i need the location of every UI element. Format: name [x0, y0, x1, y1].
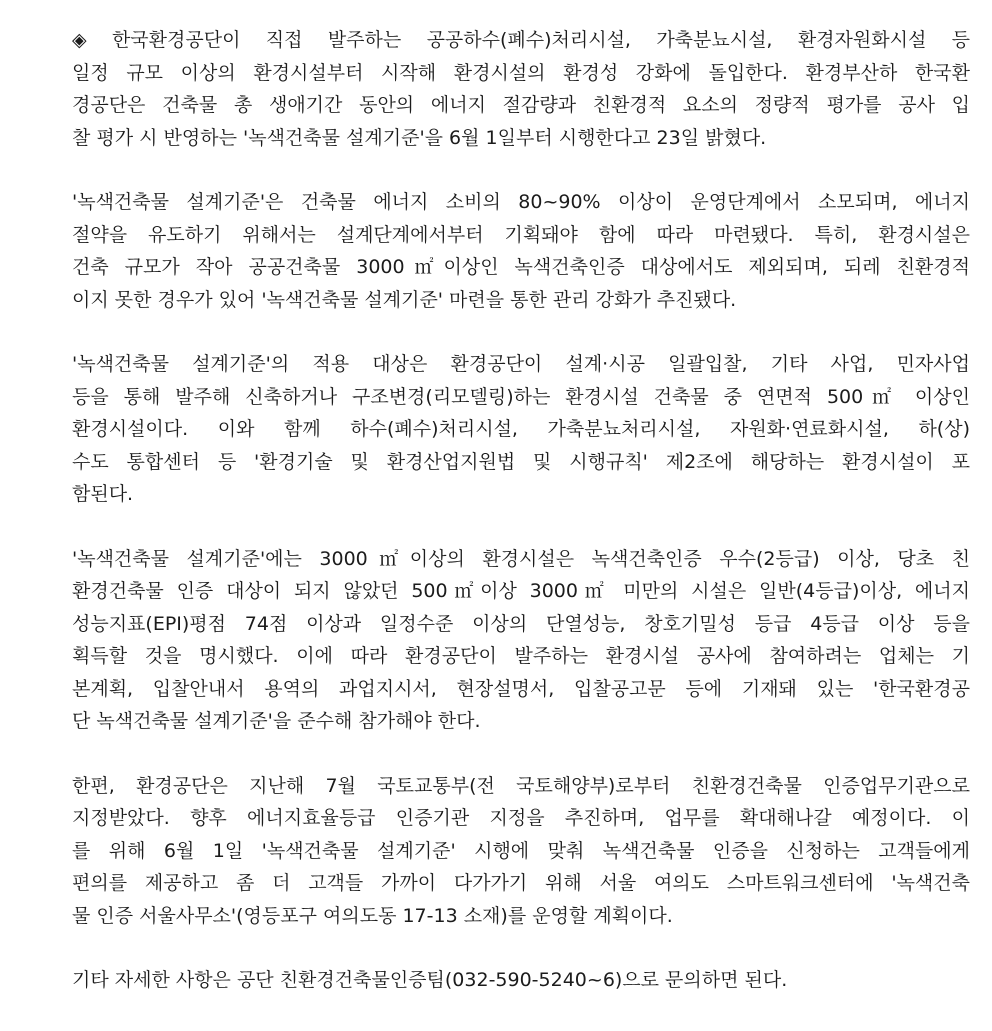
text-line: 함된다. [72, 483, 134, 505]
press-release-body [72, 24, 970, 1029]
text-line: 환경시설이다. 이와 함께 하수(폐수)처리시설, 가축분뇨처리시설, 자원화·연료화시설, 하(상) [72, 418, 970, 440]
text-line: 일정 규모 이상의 환경시설부터 시작해 환경시설의 환경성 강화에 돌입한다. 환경부산하 한국환 [72, 61, 970, 84]
text-line: ◈ 한국환경공단이 직접 발주하는 공공하수(폐수)처리시설, 가축분뇨시설, 환경자원화시설 등 [72, 29, 970, 51]
text-line: 건축 규모가 작아 공공건축물 3000㎡이상인 녹색건축인증 대상에서도 제외되며, 되레 친환경적 [72, 256, 970, 278]
text-line: 편의를 제공하고 좀 더 고객들 가까이 다가가기 위해 서울 여의도 스마트워크센터에 '녹색건축 [72, 872, 970, 894]
text-line: 성능지표(EPI)평점 74점 이상과 일정수준 이상의 단열성능, 창호기밀성 등급 4등급 이상 등을 [72, 612, 970, 635]
text-line: '녹색건축물 설계기준'은 건축물 에너지 소비의 80~90% 이상이 운영단계에서 소모되며, 에너지 [72, 191, 970, 213]
text-line: '녹색건축물 설계기준'의 적용 대상은 환경공단이 설계·시공 일괄입찰, 기타 사업, 민자사업 [72, 353, 970, 375]
text-line: 획득할 것을 명시했다. 이에 따라 환경공단이 발주하는 환경시설 공사에 참여하려는 업체는 기 [72, 645, 970, 667]
text-line: '녹색건축물 설계기준'에는 3000㎡이상의 환경시설은 녹색건축인증 우수(2등급) 이상, 당초 친 [72, 547, 970, 570]
text-line: 를 위해 6월 1일 '녹색건축물 설계기준' 시행에 맞춰 녹색건축물 인증을 신청하는 고객들에게 [72, 839, 970, 862]
text-line: 지정받았다. 향후 에너지효율등급 인증기관 지정을 추진하며, 업무를 확대해나갈 예정이다. 이 [72, 807, 970, 829]
text-line: 환경건축물 인증 대상이 되지 않았던 500㎡이상 3000㎡ 미만의 시설은 일반(4등급)이상, 에너지 [72, 580, 970, 602]
paragraph-background [72, 186, 970, 316]
text-line: 절약을 유도하기 위해서는 설계단계에서부터 기획돼야 함에 따라 마련됐다. 특히, 환경시설은 [72, 223, 970, 246]
paragraph-certification-office [72, 770, 970, 933]
text-line: 이지 못한 경우가 있어 '녹색건축물 설계기준' 마련을 통한 관리 강화가 추진됐다. [72, 288, 737, 311]
text-line: 본계획, 입찰안내서 용역의 과업지시서, 현장설명서, 입찰공고문 등에 기재돼 있는 '한국환경공 [72, 677, 970, 700]
text-line: 수도 통합센터 등 '환경기술 및 환경산업지원법 및 시행규칙' 제2조에 해당하는 환경시설이 포 [72, 450, 970, 473]
text-line: 등을 통해 발주해 신축하거나 구조변경(리모델링)하는 환경시설 건축물 중 연면적 500㎡ 이상인 [72, 385, 970, 408]
text-line: 단 녹색건축물 설계기준'을 준수해 참가해야 한다. [72, 710, 481, 732]
text-line: 기타 자세한 사항은 공단 친환경건축물인증팀(032-590-5240~6)으로 문의하면 된다. [72, 969, 788, 991]
paragraph-scope [72, 348, 970, 511]
paragraph-intro [72, 24, 970, 154]
paragraph-contact [72, 964, 970, 997]
text-line: 한편, 환경공단은 지난해 7월 국토교통부(전 국토해양부)로부터 친환경건축물 인증업무기관으로 [72, 774, 970, 797]
text-line: 물 인증 서울사무소'(영등포구 여의도동 17-13 소재)를 운영할 계획이다. [72, 904, 673, 927]
text-line: 찰 평가 시 반영하는 '녹색건축물 설계기준'을 6월 1일부터 시행한다고 23일 밝혔다. [72, 126, 767, 149]
text-line: 경공단은 건축물 총 생애기간 동안의 에너지 절감량과 친환경적 요소의 정량적 평가를 공사 입 [72, 94, 970, 116]
paragraph-requirements [72, 543, 970, 738]
